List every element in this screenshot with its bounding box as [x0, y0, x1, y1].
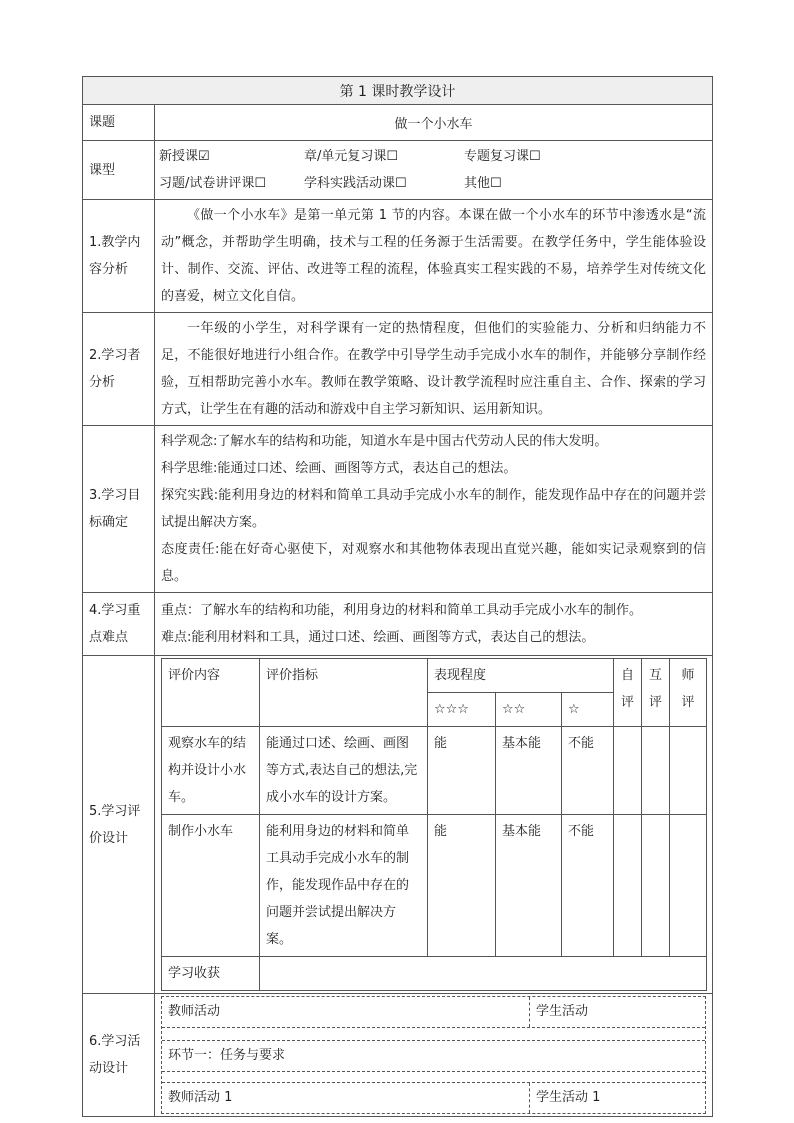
activity-section-1: 环节一：任务与要求	[168, 1048, 286, 1063]
activity-student-header: 学生活动	[536, 1004, 589, 1019]
eval-col-self: 自 评	[614, 659, 642, 727]
activity-teacher-header: 教师活动	[162, 997, 530, 1027]
eval-col-indicator: 评价指标	[260, 659, 428, 727]
type-option[interactable]: 学科实践活动课☐	[304, 176, 407, 191]
eval-teacher-cell[interactable]	[670, 815, 707, 957]
activities-label: 6.学习活 动设计	[83, 994, 155, 1117]
learner-analysis-text: 一年级的小学生，对科学课有一定的热情程度，但他们的实验能力、分析和归纳能力不足，不能很好地进行小组合作。在教学中引导学生动手完成小水车的制作，并能够分享制作经验，互相帮助完善小水车。教师在教学策略、设计教学流程时应注重自主、合作、探索的学习方式，让学生在有趣的活动和游戏中自主学习新知识、运用新知识。	[155, 313, 713, 426]
eval-col-teacher: 师 评	[670, 659, 707, 727]
activities-cell	[155, 994, 713, 1117]
type-option[interactable]: 新授课☑	[159, 149, 210, 164]
lesson-plan-table	[82, 76, 713, 1117]
type-label: 课型	[83, 141, 155, 200]
eval-level-2: 基本能	[496, 727, 562, 815]
eval-col-content: 评价内容	[162, 659, 260, 727]
eval-content: 制作小水车	[162, 815, 260, 957]
eval-level-3: 能	[428, 815, 496, 957]
eval-peer-cell[interactable]	[642, 727, 670, 815]
content-analysis-text: 《做一个小水车》是第一单元第 1 节的内容。本课在做一个小水车的环节中渗透水是“流动”概念，并帮助学生明确，技术与工程的任务源于生活需要。在教学任务中，学生能体验设计、制作、交流、评估、改进等工程的流程，体验真实工程实践的不易，培养学生对传统文化的喜爱，树立文化自信。	[155, 200, 713, 313]
table-header: 第 1 课时教学设计	[83, 77, 713, 105]
eval-level-2: 基本能	[496, 815, 562, 957]
type-option[interactable]: 专题复习课☐	[464, 149, 541, 164]
objectives-list	[155, 426, 713, 593]
objective-item: 科学观念:了解水车的结构和功能，知道水车是中国古代劳动人民的伟大发明。	[161, 434, 608, 449]
learner-analysis-label: 2.学习者 分析	[83, 313, 155, 426]
table-row	[162, 815, 707, 957]
lesson-plan	[82, 76, 712, 1117]
key-point-item: 难点:能利用材料和工具，通过口述、绘画、画图等方式，表达自己的想法。	[161, 630, 595, 645]
eval-level-1: 不能	[562, 815, 614, 957]
eval-stars-1: ☆	[562, 693, 614, 727]
type-option[interactable]: 其他☐	[464, 176, 502, 191]
eval-stars-2: ☆☆	[496, 693, 562, 727]
activities-box	[161, 996, 706, 1114]
eval-teacher-cell[interactable]	[670, 727, 707, 815]
objective-item: 探究实践:能利用身边的材料和简单工具动手完成小水车的制作，能发现作品中存在的问题并尝试提出解决方案。	[161, 488, 706, 530]
type-options	[155, 141, 713, 200]
key-points-label: 4.学习重 点难点	[83, 593, 155, 656]
eval-self-cell[interactable]	[614, 815, 642, 957]
eval-indicator: 能通过口述、绘画、画图等方式,表达自己的想法,完成小水车的设计方案。	[260, 727, 428, 815]
type-option[interactable]: 习题/试卷讲评课☐	[159, 176, 267, 191]
eval-level-1: 不能	[562, 727, 614, 815]
eval-harvest-value[interactable]	[260, 957, 707, 991]
evaluation-cell	[155, 656, 713, 994]
topic-label: 课题	[83, 105, 155, 141]
eval-indicator: 能利用身边的材料和简单工具动手完成小水车的制作，能发现作品中存在的问题并尝试提出解决方案。	[260, 815, 428, 957]
eval-harvest-label: 学习收获	[162, 957, 260, 991]
activity-student-1: 学生活动 1	[536, 1090, 601, 1105]
topic-value: 做一个小水车	[155, 105, 713, 141]
evaluation-table	[161, 658, 707, 991]
eval-content: 观察水车的结构并设计小水车。	[162, 727, 260, 815]
eval-col-level: 表现程度	[428, 659, 614, 693]
objective-item: 态度责任:能在好奇心驱使下，对观察水和其他物体表现出直觉兴趣，能如实记录观察到的信息。	[161, 542, 706, 584]
eval-peer-cell[interactable]	[642, 815, 670, 957]
eval-level-3: 能	[428, 727, 496, 815]
eval-self-cell[interactable]	[614, 727, 642, 815]
objective-item: 科学思维:能通过口述、绘画、画图等方式，表达自己的想法。	[161, 461, 517, 476]
objectives-label: 3.学习目 标确定	[83, 426, 155, 593]
type-option[interactable]: 章/单元复习课☐	[304, 149, 399, 164]
content-analysis-label: 1.教学内 容分析	[83, 200, 155, 313]
evaluation-label: 5.学习评 价设计	[83, 656, 155, 994]
key-point-item: 重点：了解水车的结构和功能，利用身边的材料和简单工具动手完成小水车的制作。	[161, 603, 643, 618]
table-row	[162, 727, 707, 815]
eval-col-peer: 互 评	[642, 659, 670, 727]
key-points-list	[155, 593, 713, 656]
activity-teacher-1: 教师活动 1	[162, 1083, 530, 1113]
eval-stars-3: ☆☆☆	[428, 693, 496, 727]
